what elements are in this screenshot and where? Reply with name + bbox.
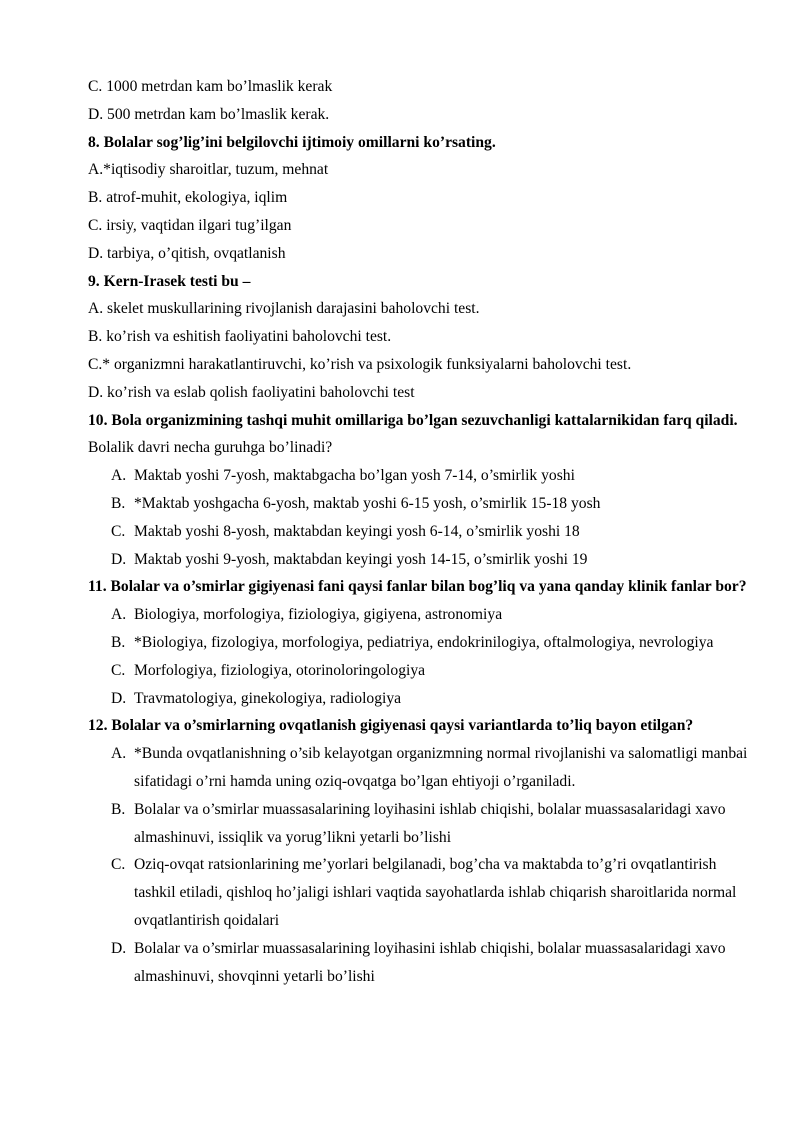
option-letter: B. — [111, 494, 126, 512]
option-letter: D. — [111, 550, 127, 568]
q8-option-d: D. tarbiya, o’qitish, ovqatlanish — [88, 244, 286, 262]
q11-option-a — [88, 601, 748, 629]
q12-option-c — [88, 851, 748, 934]
q12-option-b — [88, 796, 748, 852]
option-letter: D. — [111, 689, 127, 707]
option-letter: A. — [111, 745, 127, 763]
q10-option-d — [88, 546, 748, 574]
option-letter: C. — [111, 661, 126, 679]
question-10 — [88, 407, 748, 463]
q9-option-d: D. ko’rish va eslab qolish faoliyatini baholovchi test — [88, 383, 415, 401]
option-text: Maktab yoshi 7-yosh, maktabgacha bo’lgan yosh 7-14, o’smirlik yoshi — [134, 467, 575, 485]
option-text: Morfologiya, fiziologiya, otorinoloringologiya — [134, 661, 426, 679]
option-letter: A. — [111, 467, 127, 485]
q9-option-c: C.* organizmni harakatlantiruvchi, ko’rish va psixologik funksiyalarni baholovchi test. — [88, 355, 632, 373]
option-letter: B. — [111, 800, 126, 818]
document-page — [88, 73, 748, 990]
q10-option-b — [88, 490, 748, 518]
option-text: *Bunda ovqatlanishning o’sib kelayotgan organizmning normal rivojlanishi va salomatligi manbai sifatidagi o’rni hamda uning oziq-ovqatga bo’lgan ehtiyoji o’rganiladi. — [134, 745, 748, 790]
q9-option-a: A. skelet muskullarining rivojlanish darajasini baholovchi test. — [88, 300, 480, 318]
option-text: *Biologiya, fizologiya, morfologiya, pediatriya, endokrinilogiya, oftalmologiya, nevrologiya — [134, 633, 714, 651]
q12-option-a — [88, 740, 748, 796]
q12-option-d — [88, 935, 748, 991]
q11-option-c — [88, 657, 748, 685]
q8-option-a: A.*iqtisodiy sharoitlar, tuzum, mehnat — [88, 161, 329, 179]
q10-option-a — [88, 462, 748, 490]
q11-option-d — [88, 685, 748, 713]
option-d-prev: D. 500 metrdan kam bo’lmaslik kerak. — [88, 105, 330, 123]
question-9: 9. Kern-Irasek testi bu – — [88, 272, 251, 290]
option-text: *Maktab yoshgacha 6-yosh, maktab yoshi 6-15 yosh, o’smirlik 15-18 yosh — [134, 494, 601, 512]
option-text: Maktab yoshi 9-yosh, maktabdan keyingi yosh 14-15, o’smirlik yoshi 19 — [134, 550, 588, 568]
question-10-bold: 10. Bola organizmining tashqi muhit omillariga bo’lgan sezuvchanligi kattalarnikidan farq qiladi. — [88, 411, 738, 429]
option-letter: C. — [111, 856, 126, 874]
option-text: Oziq-ovqat ratsionlarining me’yorlari belgilanadi, bog’cha va maktabda to’g’ri ovqatlantirish tashkil etiladi, qishloq ho’jaligi ishlari vaqtida sayohatlarda ishlab chiqarish sharoitlarida normal ovqatlantirish qoidalari — [134, 856, 737, 929]
option-letter: D. — [111, 939, 127, 957]
question-8: 8. Bolalar sog’lig’ini belgilovchi ijtimoiy omillarni ko’rsating. — [88, 133, 496, 151]
q9-option-b: B. ko’rish va eshitish faoliyatini baholovchi test. — [88, 328, 392, 346]
q8-option-c: C. irsiy, vaqtidan ilgari tug’ilgan — [88, 216, 292, 234]
option-letter: B. — [111, 633, 126, 651]
question-10-normal: Bolalik davri necha guruhga bo’linadi? — [88, 439, 333, 457]
q8-option-b: B. atrof-muhit, ekologiya, iqlim — [88, 189, 288, 207]
q11-option-b — [88, 629, 748, 657]
q10-option-c — [88, 518, 748, 546]
question-11: 11. Bolalar va o’smirlar gigiyenasi fani qaysi fanlar bilan bog’liq va yana qanday klinik fanlar bor? — [88, 578, 747, 596]
option-text: Maktab yoshi 8-yosh, maktabdan keyingi yosh 6-14, o’smirlik yoshi 18 — [134, 522, 580, 540]
option-letter: A. — [111, 606, 127, 624]
option-c-prev: C. 1000 metrdan kam bo’lmaslik kerak — [88, 78, 333, 95]
question-12: 12. Bolalar va o’smirlarning ovqatlanish gigiyenasi qaysi variantlarda to’liq bayon etilgan? — [88, 717, 694, 735]
option-text: Bolalar va o’smirlar muassasalarining loyihasini ishlab chiqishi, bolalar muassasalaridagi xavo almashinuvi, shovqinni yetarli bo’lishi — [134, 939, 726, 985]
option-text: Travmatologiya, ginekologiya, radiologiya — [134, 689, 402, 707]
option-text: Bolalar va o’smirlar muassasalarining loyihasini ishlab chiqishi, bolalar muassasalaridagi xavo almashinuvi, issiqlik va yorug’likni yetarli bo’lishi — [134, 800, 726, 846]
option-text: Biologiya, morfologiya, fiziologiya, gigiyena, astronomiya — [134, 606, 503, 624]
option-letter: C. — [111, 522, 126, 540]
